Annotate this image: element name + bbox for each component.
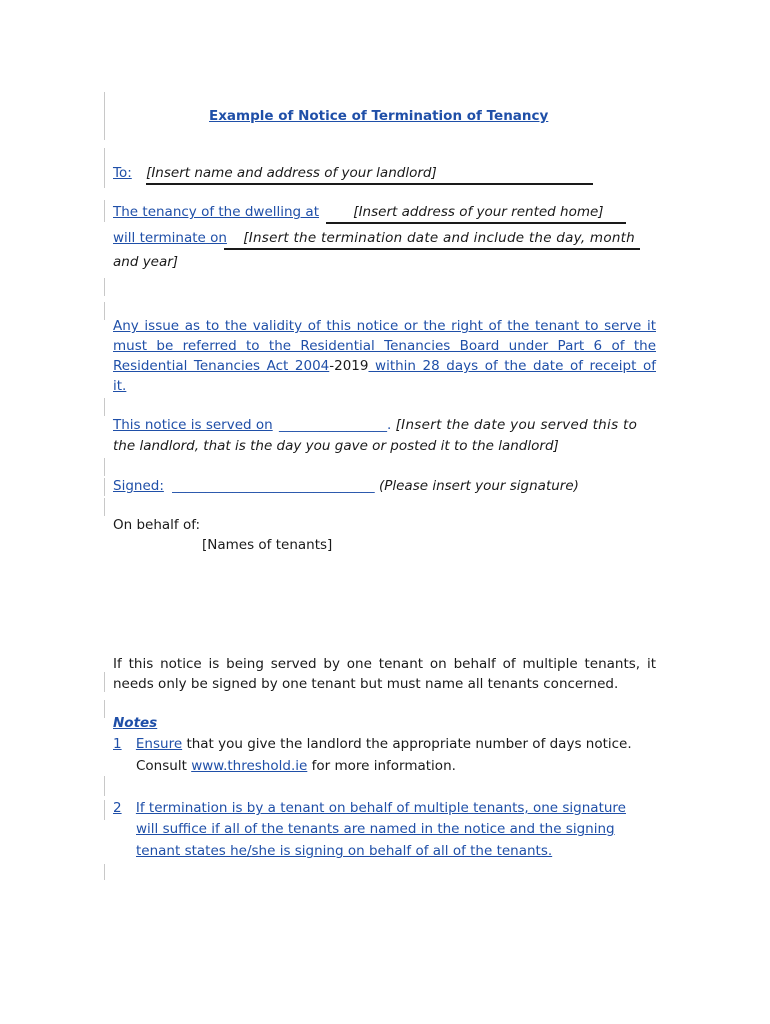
signature-blank: ______________________________	[172, 478, 375, 494]
note-2-number: 2	[113, 800, 122, 816]
signature-placeholder: (Please insert your signature)	[378, 478, 579, 494]
note-1-line-1	[113, 735, 632, 753]
revision-bar	[104, 302, 105, 320]
note-1-line-2	[136, 757, 456, 775]
tenancy-line-2	[113, 229, 635, 247]
threshold-link[interactable]: www.threshold.ie	[191, 758, 308, 774]
note-2-line-1	[113, 799, 626, 817]
revision-bar	[104, 458, 105, 476]
tenancy-prefix: The tenancy of the dwelling at	[113, 204, 319, 220]
termination-underline	[224, 248, 640, 250]
signed-label: Signed:	[113, 478, 164, 494]
note-2-line-2: will suffice if all of the tenants are named in the notice and the signing	[136, 821, 615, 837]
to-label: To:	[113, 165, 132, 181]
revision-bar	[104, 700, 105, 718]
signed-line	[113, 477, 579, 495]
revision-bar	[104, 478, 105, 496]
revision-bar	[104, 800, 105, 820]
note-1-tail: for more information.	[311, 758, 456, 774]
landlord-placeholder: [Insert name and address of your landlord]	[146, 165, 437, 181]
note-2-line-3: tenant states he/she is signing on behalf of all of the tenants.	[136, 843, 553, 859]
act-year-suffix: -2019	[329, 358, 369, 374]
served-prefix: This notice is served on	[113, 417, 273, 433]
note-1-consult: Consult	[136, 758, 187, 774]
revision-bar	[104, 92, 105, 140]
page-title: Example of Notice of Termination of Tenancy	[209, 108, 549, 124]
multi-tenant-line-1: If this notice is being served by one tenant on behalf of multiple tenants, it	[113, 656, 656, 672]
validity-line-3	[113, 357, 656, 375]
served-date-placeholder: [Insert the date you served this to	[395, 417, 638, 433]
tenancy-line-1	[113, 203, 604, 221]
note-1-number: 1	[113, 736, 122, 752]
revision-bar	[104, 148, 105, 188]
revision-bar	[104, 776, 105, 796]
revision-bar	[104, 278, 105, 296]
validity-line-2: must be referred to the Residential Tenancies Board under Part 6 of the	[113, 338, 656, 354]
to-line	[113, 164, 437, 182]
revision-bar	[104, 864, 105, 880]
served-date-blank: ________________.	[279, 417, 392, 433]
note-1-text: that you give the landlord the appropriate number of days notice.	[186, 736, 632, 752]
address-underline	[326, 222, 626, 224]
revision-bar	[104, 672, 105, 692]
served-line-2: the landlord, that is the day you gave or posted it to the landlord]	[113, 438, 559, 454]
validity-line-4: it.	[113, 378, 127, 394]
multi-tenant-line-2: needs only be signed by one tenant but must name all tenants concerned.	[113, 676, 619, 692]
tenancy-line-3: and year]	[113, 254, 179, 270]
revision-bar	[104, 200, 105, 222]
termination-date-placeholder: [Insert the termination date and include the day, month	[243, 230, 635, 246]
terminate-prefix: will terminate on	[113, 230, 227, 246]
address-placeholder: [Insert address of your rented home]	[353, 204, 604, 220]
validity-line-1: Any issue as to the validity of this notice or the right of the tenant to serve it	[113, 318, 656, 334]
tenant-names: [Names of tenants]	[202, 537, 333, 553]
behalf-label: On behalf of:	[113, 517, 201, 533]
revision-bar	[104, 398, 105, 416]
notes-heading: Notes	[113, 715, 158, 731]
note-1-ensure: Ensure	[135, 736, 183, 752]
note-2-text-1: If termination is by a tenant on behalf of multiple tenants, one signature	[135, 800, 626, 816]
served-line-1	[113, 416, 656, 434]
act-name: Residential Tenancies Act 2004	[113, 358, 330, 374]
revision-bar	[104, 498, 105, 516]
validity-deadline: within 28 days of the date of receipt of	[368, 358, 656, 374]
to-underline	[146, 183, 593, 185]
